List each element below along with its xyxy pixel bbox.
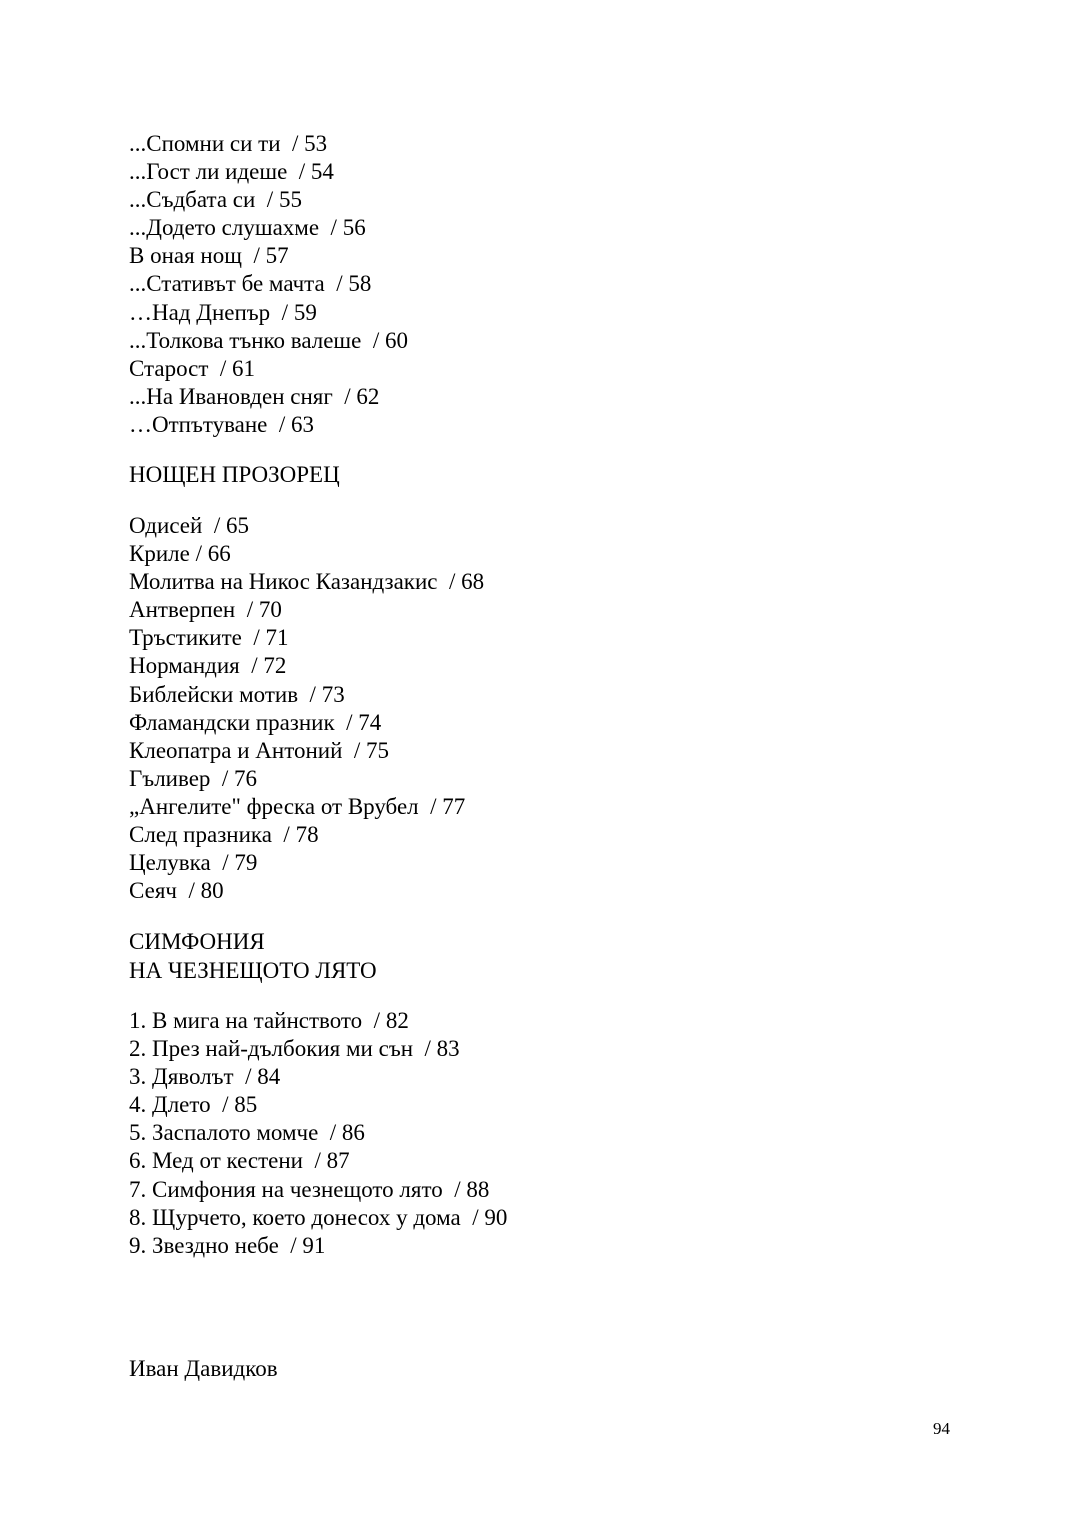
toc-entry: 3. Дяволът / 84: [129, 1064, 281, 1090]
toc-entry: Клеопатра и Антоний / 75: [129, 737, 390, 763]
toc-group-untitled: [129, 130, 408, 439]
toc-entry: ...Толкова тънко валеше / 60: [129, 327, 408, 353]
toc-entry: Старост / 61: [129, 355, 256, 381]
toc-entry: …Над Днепър / 59: [129, 299, 317, 325]
toc-entry: ...Съдбата си / 55: [129, 187, 302, 213]
toc-entry: ...На Ивановден сняг / 62: [129, 383, 380, 409]
toc-entry: Криле / 66: [129, 541, 231, 567]
toc-entry: 8. Щурчето, което донесох у дома / 90: [129, 1204, 508, 1230]
page-number: 94: [933, 1419, 950, 1438]
toc-entry: 2. През най-дълбокия ми сън / 83: [129, 1036, 460, 1062]
toc-entry: 9. Звездно небе / 91: [129, 1232, 326, 1258]
toc-entry: 1. В мига на тайнството / 82: [129, 1008, 409, 1033]
toc-entry: Библейски мотив / 73: [129, 681, 345, 707]
toc-entry: След празника / 78: [129, 822, 319, 848]
toc-entry: Нормандия / 72: [129, 653, 287, 679]
section-title-line: СИМФОНИЯ: [129, 929, 265, 954]
toc-entry: Целувка / 79: [129, 850, 258, 876]
toc-entry: ...Додето слушахме / 56: [129, 215, 366, 241]
toc-entry: Одисей / 65: [129, 513, 249, 538]
toc-group-symphony: [129, 1007, 507, 1260]
section-title-line: НА ЧЕЗНЕЩОТО ЛЯТО: [129, 958, 377, 983]
toc-entry: 6. Мед от кестени / 87: [129, 1148, 350, 1174]
toc-entry: 5. Заспалото момче / 86: [129, 1120, 365, 1146]
toc-entry: ...Спомни си ти / 53: [129, 131, 328, 156]
section-title-symphony: [129, 927, 377, 985]
toc-entry: ...Гост ли идеше / 54: [129, 159, 334, 185]
section-title-night-window: НОЩЕН ПРОЗОРЕЦ: [129, 462, 340, 487]
toc-entry: Молитва на Никос Казандзакис / 68: [129, 569, 485, 595]
toc-entry: Тръстиките / 71: [129, 625, 289, 651]
toc-entry: Гъливер / 76: [129, 765, 258, 791]
toc-entry: 4. Длето / 85: [129, 1092, 258, 1118]
toc-entry: Антверпен / 70: [129, 597, 282, 623]
toc-group-night-window: [129, 512, 484, 905]
toc-entry: Сеяч / 80: [129, 878, 224, 904]
toc-entry: ...Стативът бе мачта / 58: [129, 271, 372, 297]
toc-entry: …Отпътуване / 63: [129, 411, 315, 437]
toc-entry: В оная нощ / 57: [129, 243, 289, 269]
toc-entry: „Ангелите" фреска от Врубел / 77: [129, 793, 466, 819]
author-name: Иван Давидков: [129, 1356, 278, 1381]
toc-entry: Фламандски празник / 74: [129, 709, 382, 735]
toc-entry: 7. Симфония на чезнещото лято / 88: [129, 1176, 490, 1202]
